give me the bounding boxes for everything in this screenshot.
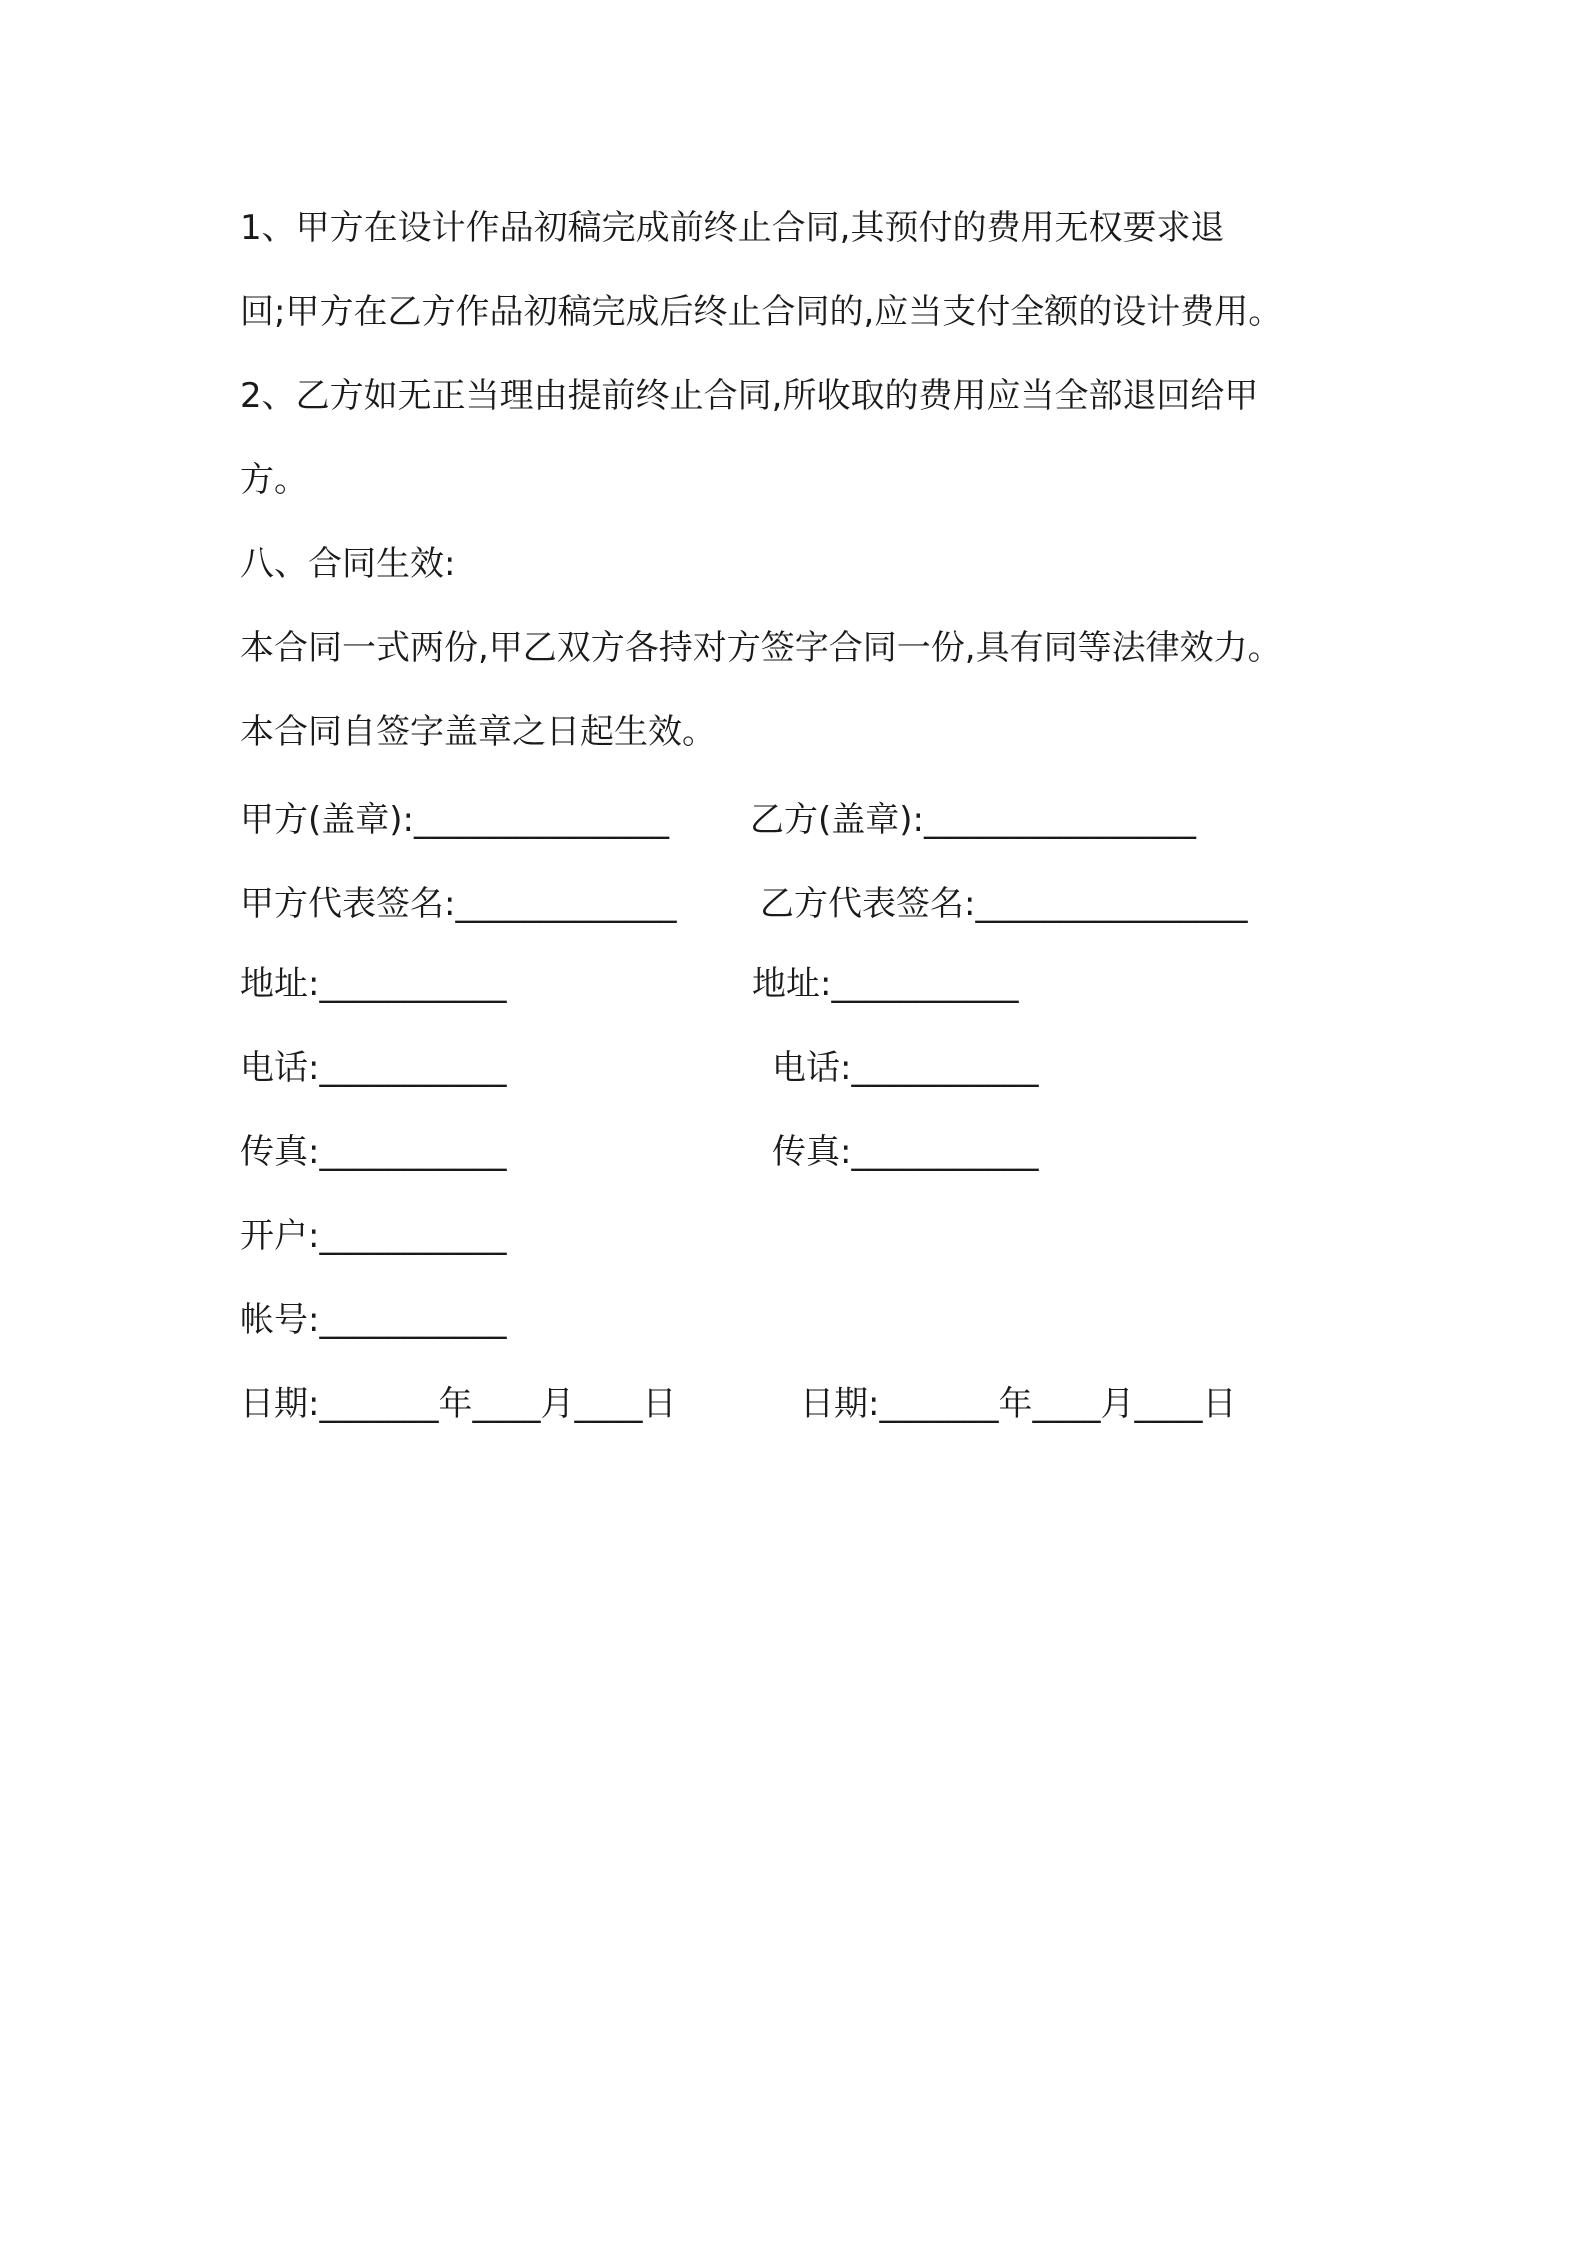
party-a-bank-field: 开户:___________ [240,1216,507,1256]
party-a-account-field: 帐号:___________ [240,1300,507,1340]
party-b-fax-field: 传真:___________ [772,1132,1039,1172]
party-b-representative-field: 乙方代表签名:________________ [760,884,1248,924]
party-a-address-field: 地址:___________ [240,964,507,1004]
party-b-phone-field: 电话:___________ [772,1048,1039,1088]
party-b-date-field: 日期:_______年____月____日 [800,1384,1237,1424]
section-eight-paragraph-2: 本合同自签字盖章之日起生效。 [240,712,716,752]
clause-1-line-1: 1、甲方在设计作品初稿完成前终止合同,其预付的费用无权要求退 [240,208,1225,248]
party-a-representative-field: 甲方代表签名:_____________ [240,884,677,924]
section-eight-paragraph-1: 本合同一式两份,甲乙双方各持对方签字合同一份,具有同等法律效力。 [240,628,1282,668]
party-a-date-field: 日期:_______年____月____日 [240,1384,677,1424]
party-b-address-field: 地址:___________ [752,964,1019,1004]
party-a-seal-field: 甲方(盖章):_______________ [240,800,669,840]
section-eight-heading: 八、合同生效: [240,544,456,584]
party-a-fax-field: 传真:___________ [240,1132,507,1172]
clause-2-line-1: 2、乙方如无正当理由提前终止合同,所收取的费用应当全部退回给甲 [240,376,1259,416]
clause-1-line-2: 回;甲方在乙方作品初稿完成后终止合同的,应当支付全额的设计费用。 [240,292,1283,332]
party-b-seal-field: 乙方(盖章):________________ [750,800,1196,840]
clause-2-line-2: 方。 [240,460,308,500]
party-a-phone-field: 电话:___________ [240,1048,507,1088]
